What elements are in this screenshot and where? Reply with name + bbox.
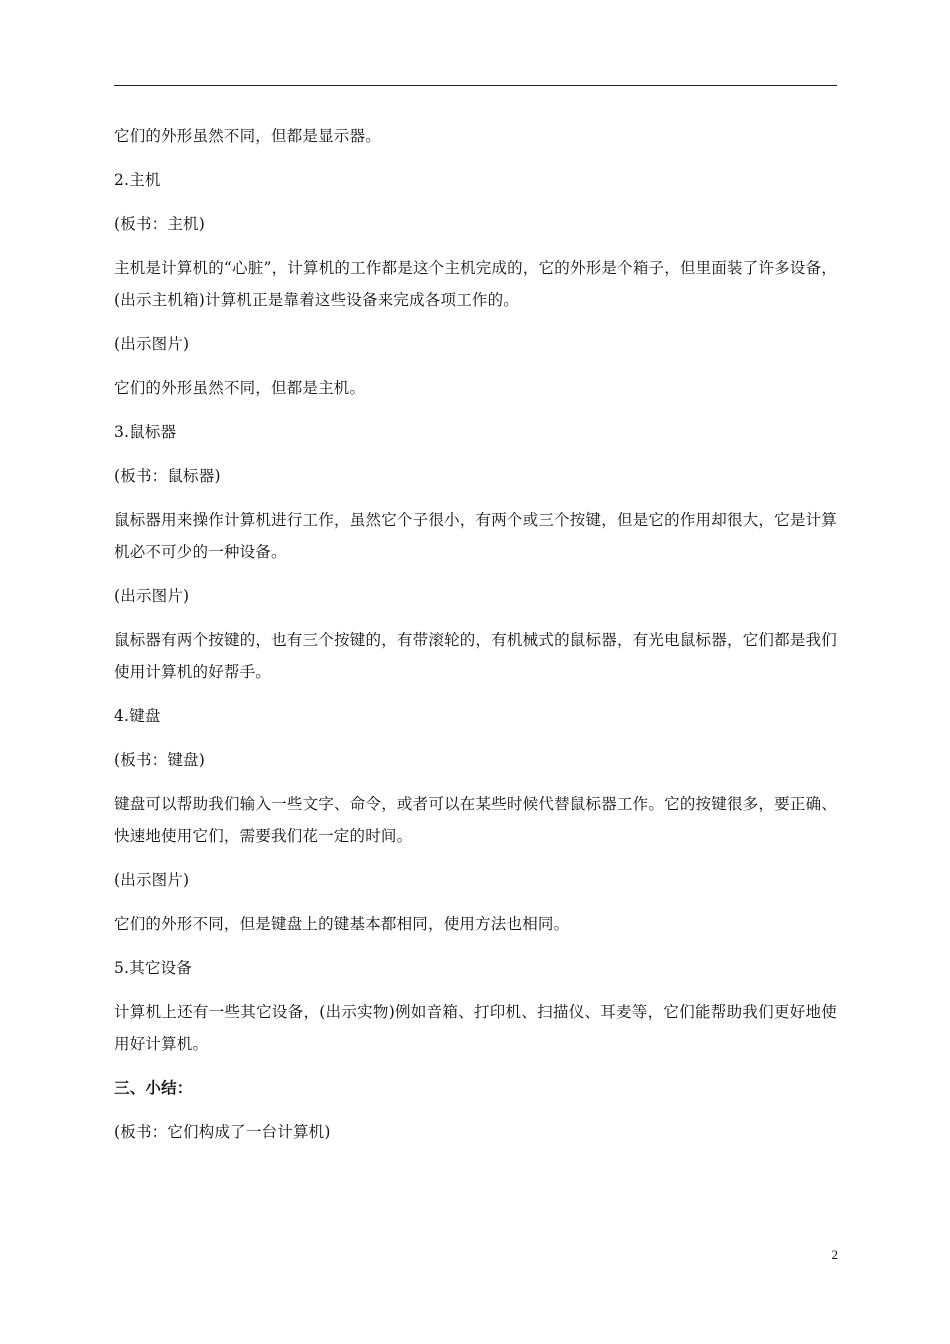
- paragraph: (出示图片): [114, 335, 190, 353]
- section-heading: 5.其它设备: [114, 959, 192, 977]
- paragraph: (出示图片): [114, 871, 190, 889]
- paragraph: 主机是计算机的“心脏”，计算机的工作都是这个主机完成的，它的外形是个箱子，但里面装了许多设备，(出示主机箱)计算机正是靠着这些设备来完成各项工作的。: [114, 259, 837, 309]
- paragraph: 键盘可以帮助我们输入一些文字、命令，或者可以在某些时候代替鼠标器工作。它的按键很多，要正确、快速地使用它们，需要我们花一定的时间。: [114, 795, 837, 845]
- paragraph: (板书：鼠标器): [114, 467, 221, 485]
- document-body: [114, 120, 837, 1160]
- section-heading: 3.鼠标器: [114, 423, 177, 441]
- paragraph: 计算机上还有一些其它设备，(出示实物)例如音箱、打印机、扫描仪、耳麦等，它们能帮助我们更好地使用好计算机。: [114, 1003, 837, 1053]
- paragraph: 鼠标器用来操作计算机进行工作，虽然它个子很小，有两个或三个按键，但是它的作用却很大，它是计算机必不可少的一种设备。: [114, 511, 837, 561]
- header-rule: [114, 85, 837, 86]
- section-heading: 2.主机: [114, 171, 161, 189]
- page-number: 2: [831, 1247, 838, 1262]
- summary-heading: 三、小结：: [114, 1078, 193, 1097]
- paragraph: 它们的外形不同，但是键盘上的键基本都相同，使用方法也相同。: [114, 915, 570, 933]
- paragraph: 它们的外形虽然不同，但都是主机。: [114, 379, 366, 397]
- paragraph: (板书：键盘): [114, 751, 205, 769]
- paragraph: (板书：它们构成了一台计算机): [114, 1123, 331, 1141]
- paragraph: (板书：主机): [114, 215, 205, 233]
- section-heading: 4.键盘: [114, 707, 161, 725]
- paragraph: (出示图片): [114, 587, 190, 605]
- paragraph: 它们的外形虽然不同，但都是显示器。: [114, 127, 381, 145]
- paragraph: 鼠标器有两个按键的，也有三个按键的，有带滚轮的，有机械式的鼠标器，有光电鼠标器，它们都是我们使用计算机的好帮手。: [114, 631, 837, 681]
